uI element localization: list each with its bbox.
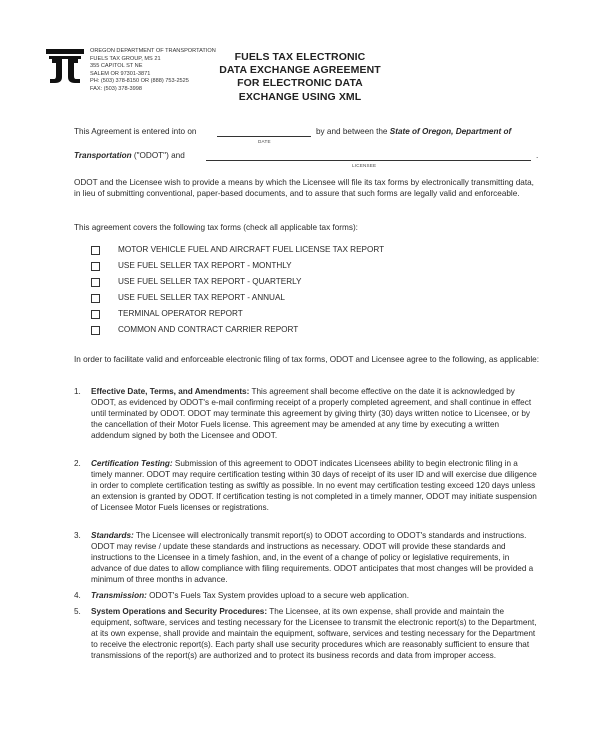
purpose-paragraph: ODOT and the Licensee wish to provide a means by which the Licensee will file its tax forms by electronically transmitting data, in lieu of submitting conventional, paper-based documents, and to assure that such forms are legally valid and enforceable.	[74, 178, 534, 198]
covers-text: This agreement covers the following tax forms (check all applicable tax forms):	[74, 223, 358, 232]
tax-form-label: MOTOR VEHICLE FUEL AND AIRCRAFT FUEL LICENSE TAX REPORT	[118, 245, 385, 254]
clause-number: 5.	[74, 607, 81, 616]
clause-standards: Standards: The Licensee will electronically transmit report(s) to ODOT according to ODOT's standards and instructions. ODOT may revise / update these standards and instructions as necessary. ODOT will provide these standards and instructions to the Licensee in a timely fashion, and, in the event of a change of policy or legislative requirements, in advance of due dates to allow compliance with filing requirements. ODOT anticipates that most changes will be provided a minimum of three months in advance.	[91, 531, 534, 584]
tax-form-label: USE FUEL SELLER TAX REPORT - MONTHLY	[118, 261, 292, 270]
facilitate-paragraph: In order to facilitate valid and enforceable electronic filing of tax forms, ODOT and Licensee agree to the following, as applicable:	[74, 355, 539, 364]
clause-number: 2.	[74, 459, 81, 468]
odot-logo-icon	[46, 47, 84, 85]
tax-form-label: TERMINAL OPERATOR REPORT	[118, 309, 243, 318]
agency-address: OREGON DEPARTMENT OF TRANSPORTATION FUELS TAX GROUP, MS 21 355 CAPITOL ST NE SALEM OR 97301-3871 PH: (503) 378-8150 OR (888) 753-2525 FAX: (503) 378-3998	[90, 48, 216, 92]
checkbox-terminal-operator[interactable]	[91, 310, 100, 319]
checkbox-use-fuel-monthly[interactable]	[91, 262, 100, 271]
clause-certification-testing: Certification Testing: Submission of this agreement to ODOT indicates Licensees ability to begin electronic filing in a timely manner. ODOT may require certification testing within 30 days of receipt of its user ID and will exercise due diligence in order to complete certification testing as swiftly as possible. In no event may certification testing exceed 120 days unless an extension is granted by ODOT. If certification testing is not completed in a timely manner, ODOT may initiate suspension of Licensee Motor Fuels licenses or registrations.	[91, 459, 537, 512]
clause-number: 1.	[74, 387, 81, 396]
date-field[interactable]	[217, 136, 311, 137]
licensee-caption: LICENSEE	[352, 163, 377, 168]
checkbox-use-fuel-quarterly[interactable]	[91, 278, 100, 287]
clause-effective-date: Effective Date, Terms, and Amendments: This agreement shall become effective on the date it is acknowledged by ODOT, as evidenced by ODOT's e-mail confirming receipt of a properly completed agreement, and shall continue in effect until terminated by ODOT. ODOT may terminate this agreement by giving thirty (30) days written notice to Licensee, or by the cancellation of their Motor Fuels license. This agreement may be amended at any time by executing a written addendum signed by both the Licensee and ODOT.	[91, 387, 532, 440]
intro-by-and-between: by and between the State of Oregon, Department of	[316, 127, 512, 136]
checkbox-motor-vehicle-fuel[interactable]	[91, 246, 100, 255]
clause-number: 3.	[74, 531, 81, 540]
clause-number: 4.	[74, 591, 81, 600]
intro-transportation: Transportation ("ODOT") and	[74, 151, 185, 160]
tax-form-label: USE FUEL SELLER TAX REPORT - QUARTERLY	[118, 277, 302, 286]
checkbox-use-fuel-annual[interactable]	[91, 294, 100, 303]
clause-system-operations: System Operations and Security Procedures: The Licensee, at its own expense, shall provide and maintain the equipment, software, services and testing necessary for the Licensee to transmit the electronic report(s) to the Department, at its own expense, shall provide and maintain the equipment, software, services and testing necessary for the Department to receive the electronic report(s). Each party shall use security procedures which are reasonably sufficient to ensure that transmissions of the report(s) are authorized and to protect its business records and data from improper access.	[91, 607, 537, 660]
document-title: FUELS TAX ELECTRONIC DATA EXCHANGE AGREEMENT FOR ELECTRONIC DATA EXCHANGE USING XML	[219, 51, 381, 103]
clause-transmission: Transmission: ODOT's Fuels Tax System provides upload to a secure web application.	[91, 591, 409, 600]
tax-form-label: COMMON AND CONTRACT CARRIER REPORT	[118, 325, 299, 334]
date-caption: DATE	[258, 139, 271, 144]
licensee-field[interactable]	[206, 160, 531, 161]
intro-period: .	[536, 151, 539, 160]
intro-entered-into: This Agreement is entered into on	[74, 127, 197, 136]
checkbox-common-carrier[interactable]	[91, 326, 100, 335]
tax-form-label: USE FUEL SELLER TAX REPORT - ANNUAL	[118, 293, 285, 302]
